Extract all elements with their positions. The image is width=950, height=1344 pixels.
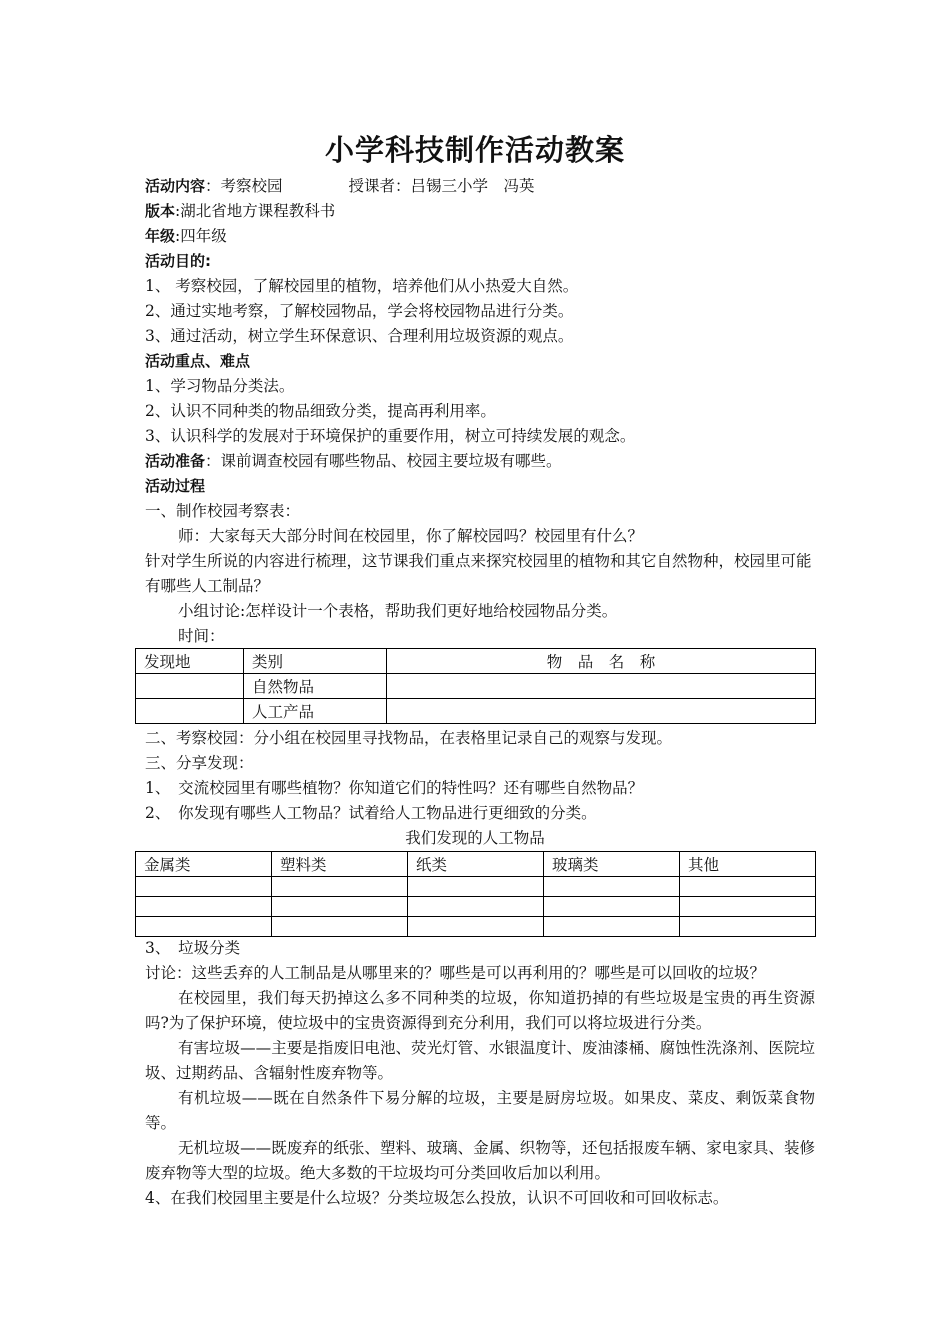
table-cell: [544, 877, 680, 897]
edition-label: 版本: [145, 202, 176, 220]
table-cell: [680, 877, 816, 897]
preparation-value: ：课前调查校园有哪些物品、校园主要垃圾有哪些。: [205, 452, 562, 470]
table-cell: [136, 917, 272, 937]
table-cell: [680, 897, 816, 917]
header-cell: 其他: [680, 852, 816, 877]
group-discussion: 小组讨论:怎样设计一个表格，帮助我们更好地给校园物品分类。: [178, 602, 618, 620]
table-row: [136, 917, 816, 937]
share-item: 1、 交流校园里有哪些植物？你知道它们的特性吗？还有哪些自然物品？: [145, 779, 644, 797]
time-label: 时间：: [178, 627, 225, 645]
table-cell: [544, 917, 680, 937]
grade-line: [145, 224, 815, 249]
table-cell: [136, 674, 244, 699]
header-cell: 纸类: [408, 852, 544, 877]
table-row: [136, 897, 816, 917]
header-cell: 类别: [244, 649, 387, 674]
teacher-line: 师：大家每天大部分时间在校园里，你了解校园吗？校园里有什么？: [178, 527, 644, 545]
preparation-line: [145, 449, 815, 474]
hazardous-paragraph: 有害垃圾——主要是指废旧电池、荧光灯管、水银温度计、废油漆桶、腐蚀性洗涤剂、医院垃圾、过期药品、含辐射性废弃物等。: [145, 1039, 815, 1082]
garbage-heading: 3、 垃圾分类: [145, 939, 241, 957]
table-header-row: [136, 852, 816, 877]
intro-paragraph: 在校园里，我们每天扔掉这么多不同种类的垃圾，你知道扔掉的有些垃圾是宝贵的再生资源吗?为了保护环境，使垃圾中的宝贵资源得到充分利用，我们可以将垃圾进行分类。: [145, 989, 815, 1032]
header-cell: 玻璃类: [544, 852, 680, 877]
table-row: [136, 699, 816, 724]
process-step3: 三、分享发现：: [145, 754, 254, 772]
discussion-line: 讨论：这些丢弃的人工制品是从哪里来的？哪些是可以再利用的？哪些是可以回收的垃圾？: [145, 964, 766, 982]
artifact-table: [135, 851, 816, 937]
table-cell: [136, 877, 272, 897]
content-label: 活动内容: [145, 177, 206, 195]
sharing-section: [145, 726, 815, 826]
key-point-item: 2、认识不同种类的物品细致分类，提高再利用率。: [145, 402, 496, 420]
lesson-body: [145, 174, 815, 649]
goal-item: 2、通过实地考察，了解校园物品，学会将校园物品进行分类。: [145, 302, 574, 320]
table-cell: [136, 699, 244, 724]
table-cell: [408, 877, 544, 897]
grade-value: :四年级: [175, 227, 227, 245]
table-row: [136, 877, 816, 897]
teacher-info: 授课者：吕锡三小学 冯英: [348, 177, 535, 195]
preparation-label: 活动准备: [145, 452, 206, 470]
table-cell: [387, 699, 816, 724]
share-item: 2、 你发现有哪些人工物品？试着给人工物品进行更细致的分类。: [145, 804, 597, 822]
table-cell: [272, 897, 408, 917]
table-cell: [680, 917, 816, 937]
table-caption: 我们发现的人工物品: [405, 829, 545, 847]
process-step2: 二、考察校园：分小组在校园里寻找物品，在表格里记录自己的观察与发现。: [145, 729, 673, 747]
key-point-item: 1、学习物品分类法。: [145, 377, 295, 395]
table-cell: 人工产品: [244, 699, 387, 724]
grade-label: 年级: [145, 227, 176, 245]
table-cell: [136, 897, 272, 917]
organic-paragraph: 有机垃圾——既在自然条件下易分解的垃圾，主要是厨房垃圾。如果皮、菜皮、剩饭菜食物等。: [145, 1089, 815, 1132]
goals-heading: 活动目的:: [145, 252, 211, 270]
key-point-item: 3、认识科学的发展对于环境保护的重要作用，树立可持续发展的观念。: [145, 427, 636, 445]
table-cell: [272, 917, 408, 937]
table-cell: [408, 917, 544, 937]
process-step1: 一、制作校园考察表：: [145, 502, 301, 520]
key-points-heading: 活动重点、难点: [145, 352, 251, 370]
header-cell: 物 品 名 称: [387, 649, 816, 674]
edition-value: :湖北省地方课程教科书: [175, 202, 336, 220]
table-cell: [544, 897, 680, 917]
goal-item: 3、通过活动，树立学生环保意识、合理利用垃圾资源的观点。: [145, 327, 574, 345]
process-step4: 4、在我们校园里主要是什么垃圾？分类垃圾怎么投放，认识不可回收和可回收标志。: [145, 1189, 729, 1207]
table-cell: 自然物品: [244, 674, 387, 699]
summary-paragraph: 针对学生所说的内容进行梳理，这节课我们重点来探究校园里的植物和其它自然物种，校园里可能有哪些人工制品？: [145, 552, 812, 595]
table-cell: [387, 674, 816, 699]
table-row: [136, 674, 816, 699]
table-cell: [408, 897, 544, 917]
table-header-row: [136, 649, 816, 674]
table-cell: [272, 877, 408, 897]
goal-item: 1、 考察校园，了解校园里的植物，培养他们从小热爱大自然。: [145, 277, 579, 295]
header-cell: 塑料类: [272, 852, 408, 877]
garbage-section: [145, 936, 815, 1211]
header-cell: 发现地: [136, 649, 244, 674]
page-title: 小学科技制作活动教案: [324, 133, 625, 167]
header-cell: 金属类: [136, 852, 272, 877]
survey-table: [135, 648, 816, 724]
content-line: [145, 174, 815, 199]
edition-line: [145, 199, 815, 224]
inorganic-paragraph: 无机垃圾——既废弃的纸张、塑料、玻璃、金属、织物等，还包括报废车辆、家电家具、装修废弃物等大型的垃圾。绝大多数的干垃圾均可分类回收后加以利用。: [145, 1139, 815, 1182]
content-value: ：考察校园: [205, 177, 283, 195]
process-heading: 活动过程: [145, 477, 206, 495]
